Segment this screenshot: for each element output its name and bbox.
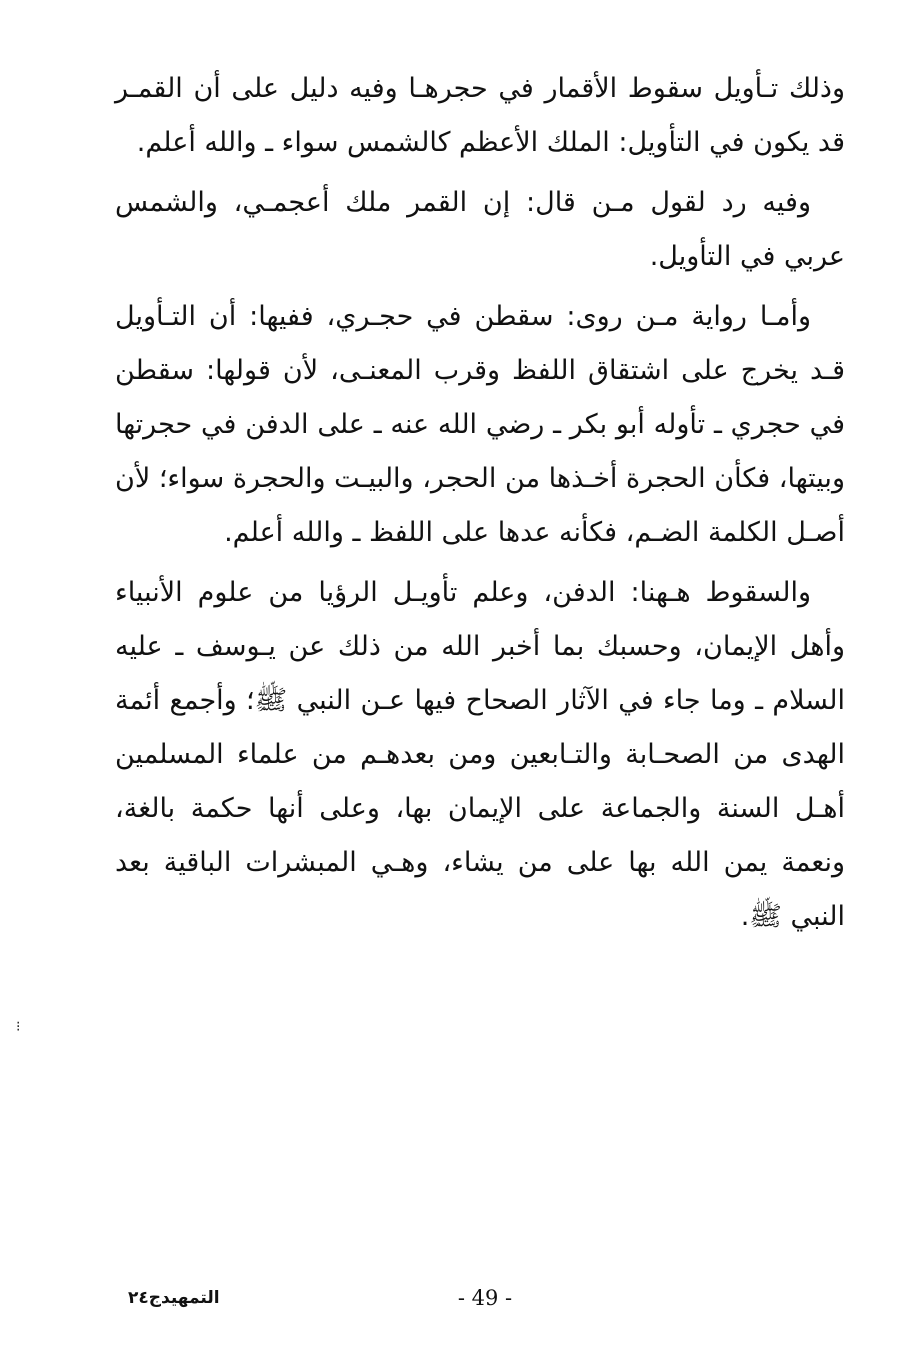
paragraph-3: وأمـا رواية مـن روى: سقطن في حجـري، ففيها: أن التـأويل قـد يخرج على اشتقاق اللفظ وقرب المعنـى، لأن قولها: سقطن في حجري ـ تأوله أبو بكر ـ رضي الله عنه ـ على الدفن في حجرتها وبيتها، فكأن الحجرة أخـذها من الحجر، والبيـت والحجرة سواء؛ لأن أصـل الكلمة الضـم، فكأنه عدها على اللفظ ـ والله أعلم. — [115, 301, 845, 548]
paragraph-2: وفيه رد لقول مـن قال: إن القمر ملك أعجمـي، والشمس عربي في التأويل. — [115, 187, 845, 272]
paragraph-1: وذلك تـأويل سقوط الأقمار في حجرهـا وفيه دليل على أن القمـر قد يكون في التأويل: الملك الأعظم كالشمس سواء ـ والله أعلم. — [115, 73, 845, 158]
margin-mark: ⁝ — [16, 1019, 21, 1035]
paragraph-4: والسقوط هـهنا: الدفن، وعلم تأويـل الرؤيا من علوم الأنبياء وأهل الإيمان، وحسبك بما أخبر الله من ذلك عن يـوسف ـ عليه السلام ـ وما جاء في الآثار الصحاح فيها عـن النبي ﷺ؛ وأجمع أئمة الهدى من الصحـابة والتـابعين ومن بعدهـم من علماء المسلمين أهـل السنة والجماعة على الإيمان بها، وعلى أنها حكمة بالغة، ونعمة يمن الله بها على من يشاء، وهـي المبشرات الباقية بعد النبي ﷺ. — [115, 577, 845, 932]
main-text — [115, 62, 845, 950]
page-number: - 49 - — [457, 1286, 513, 1310]
book-reference: التمهيدج٢٤ — [128, 1288, 220, 1308]
